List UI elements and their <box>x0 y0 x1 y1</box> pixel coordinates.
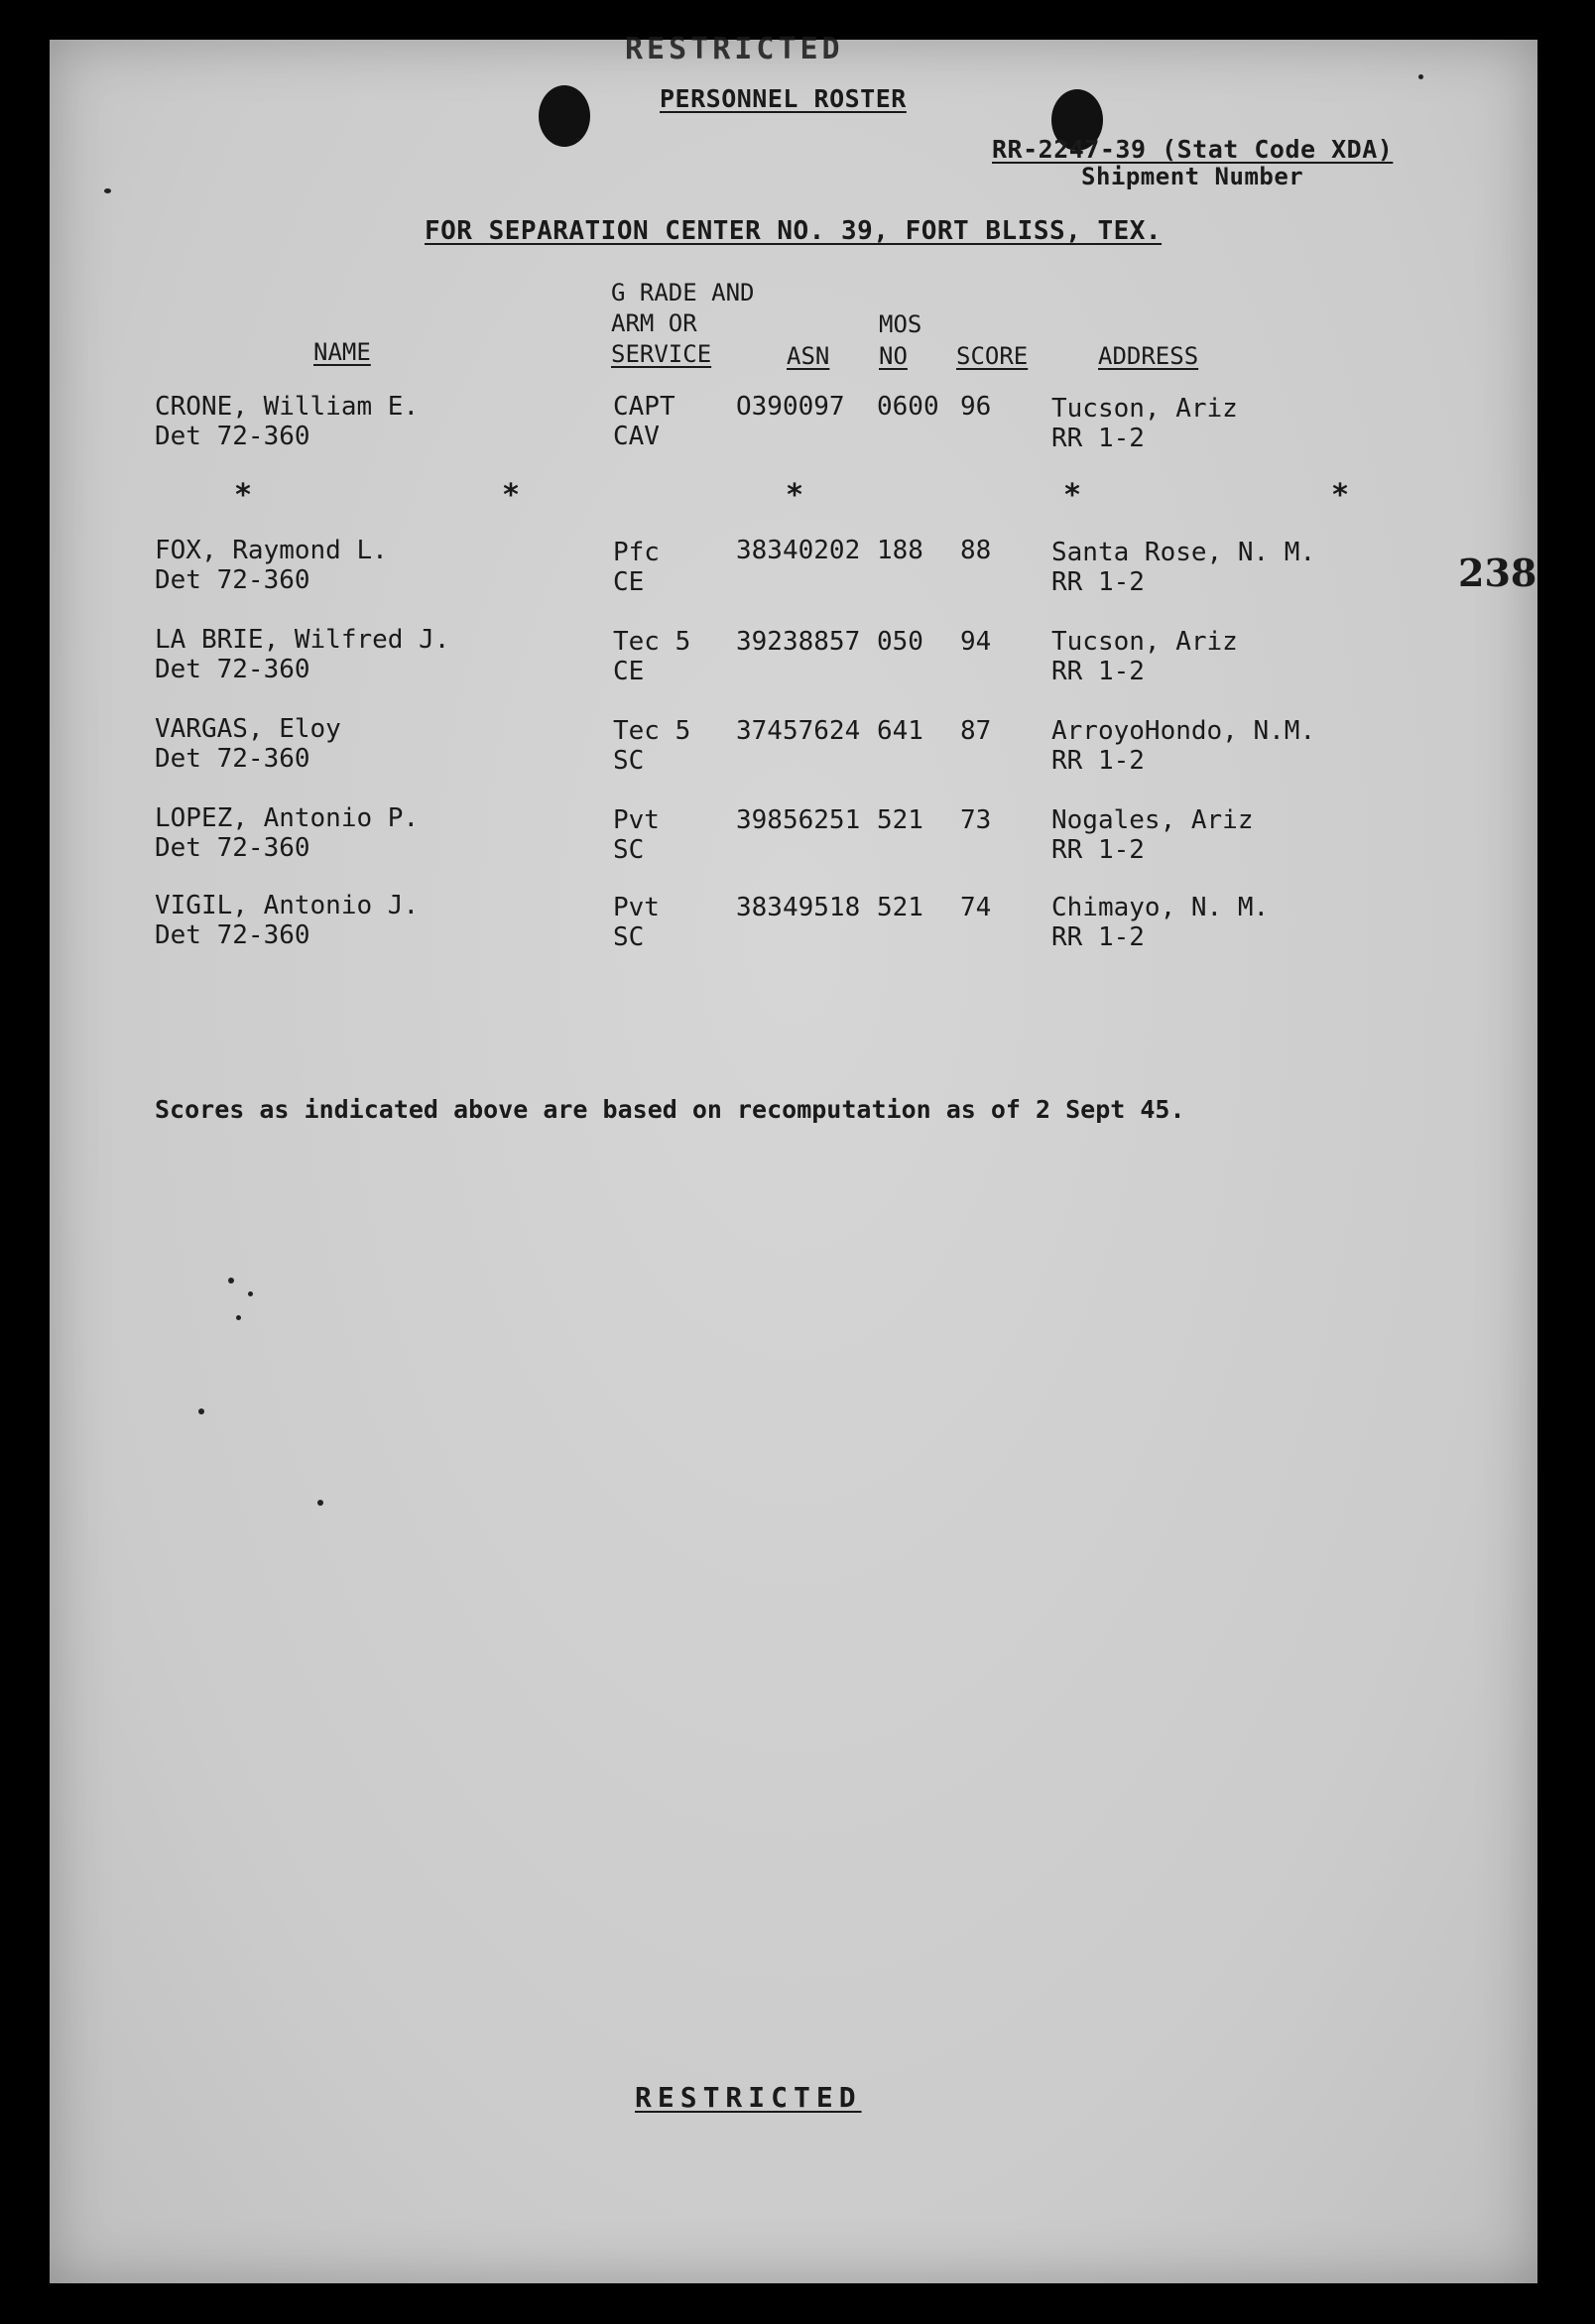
row-score: 73 <box>960 805 992 835</box>
col-header-grade-3: SERVICE <box>611 340 712 368</box>
row-grade: Pvt <box>613 805 660 835</box>
row-arm: SC <box>613 835 645 865</box>
row-address: Nogales, Ariz <box>1051 805 1254 835</box>
row-det: Det 72-360 <box>155 833 310 863</box>
row-asn: 37457624 <box>736 716 861 746</box>
col-header-grade-1: G RADE AND <box>611 279 755 306</box>
scan-speck <box>317 1500 323 1506</box>
col-header-grade-2: ARM OR <box>611 309 697 337</box>
row-name: VIGIL, Antonio J. <box>155 891 420 920</box>
scan-speck <box>228 1278 234 1284</box>
row-mos: 521 <box>877 893 923 922</box>
row-name: LOPEZ, Antonio P. <box>155 803 420 833</box>
row-grade: Pfc <box>613 538 660 567</box>
document-page <box>50 32 1537 2283</box>
row-rr: RR 1-2 <box>1051 746 1145 776</box>
separator-star: * <box>1331 478 1350 513</box>
row-score: 88 <box>960 536 992 565</box>
footnote: Scores as indicated above are based on recomputation as of 2 Sept 45. <box>155 1095 1185 1124</box>
col-header-asn: ASN <box>787 342 830 370</box>
row-asn: 38340202 <box>736 536 861 565</box>
row-mos: 050 <box>877 627 923 657</box>
row-arm: SC <box>613 922 645 952</box>
separator-star: * <box>502 478 521 513</box>
top-classification: RESTRICTED <box>625 32 844 66</box>
row-det: Det 72-360 <box>155 920 310 950</box>
row-det: Det 72-360 <box>155 744 310 774</box>
row-asn: 38349518 <box>736 893 861 922</box>
row-asn: 39238857 <box>736 627 861 657</box>
row-score: 74 <box>960 893 992 922</box>
row-mos: 0600 <box>877 392 939 422</box>
row-mos: 188 <box>877 536 923 565</box>
row-rr: RR 1-2 <box>1051 567 1145 597</box>
scan-speck <box>1418 74 1423 79</box>
col-header-name: NAME <box>313 338 371 366</box>
row-address: Tucson, Ariz <box>1051 394 1238 424</box>
separator-star: * <box>1063 478 1082 513</box>
row-arm: CE <box>613 567 645 597</box>
scan-speck <box>248 1291 253 1296</box>
shipment-number-label: Shipment Number <box>1081 163 1304 190</box>
row-arm: CAV <box>613 422 660 451</box>
row-asn: 39856251 <box>736 805 861 835</box>
row-rr: RR 1-2 <box>1051 657 1145 686</box>
row-name: CRONE, William E. <box>155 392 420 422</box>
row-rr: RR 1-2 <box>1051 424 1145 453</box>
row-grade: Pvt <box>613 893 660 922</box>
row-address: Tucson, Ariz <box>1051 627 1238 657</box>
scan-speck <box>236 1315 241 1320</box>
col-header-mos-2: NO <box>879 342 908 370</box>
shipment-number: RR-2247-39 (Stat Code XDA) <box>992 135 1394 164</box>
row-det: Det 72-360 <box>155 565 310 595</box>
row-address: Santa Rose, N. M. <box>1051 538 1316 567</box>
row-name: VARGAS, Eloy <box>155 714 341 744</box>
row-address: Chimayo, N. M. <box>1051 893 1270 922</box>
row-name: FOX, Raymond L. <box>155 536 388 565</box>
scan-speck <box>104 188 111 193</box>
separator-star: * <box>234 478 253 513</box>
row-address: ArroyoHondo, N.M. <box>1051 716 1316 746</box>
row-grade: Tec 5 <box>613 627 691 657</box>
row-mos: 641 <box>877 716 923 746</box>
col-header-address: ADDRESS <box>1098 342 1199 370</box>
row-det: Det 72-360 <box>155 422 310 451</box>
row-rr: RR 1-2 <box>1051 835 1145 865</box>
bottom-classification: RESTRICTED <box>635 2081 862 2114</box>
col-header-mos-1: MOS <box>879 310 922 338</box>
row-arm: CE <box>613 657 645 686</box>
row-score: 94 <box>960 627 992 657</box>
document-title: PERSONNEL ROSTER <box>660 84 907 113</box>
row-arm: SC <box>613 746 645 776</box>
row-asn: O390097 <box>736 392 845 422</box>
punch-hole-left <box>539 85 590 147</box>
row-rr: RR 1-2 <box>1051 922 1145 952</box>
row-score: 87 <box>960 716 992 746</box>
col-header-score: SCORE <box>956 342 1029 370</box>
row-name: LA BRIE, Wilfred J. <box>155 625 450 655</box>
row-grade: Tec 5 <box>613 716 691 746</box>
row-score: 96 <box>960 392 992 422</box>
row-grade: CAPT <box>613 392 675 422</box>
page-number: 238 <box>1458 550 1537 595</box>
row-mos: 521 <box>877 805 923 835</box>
document-subtitle: FOR SEPARATION CENTER NO. 39, FORT BLISS, TEX. <box>425 216 1163 246</box>
row-det: Det 72-360 <box>155 655 310 684</box>
scan-speck <box>198 1408 204 1414</box>
separator-star: * <box>786 478 804 513</box>
